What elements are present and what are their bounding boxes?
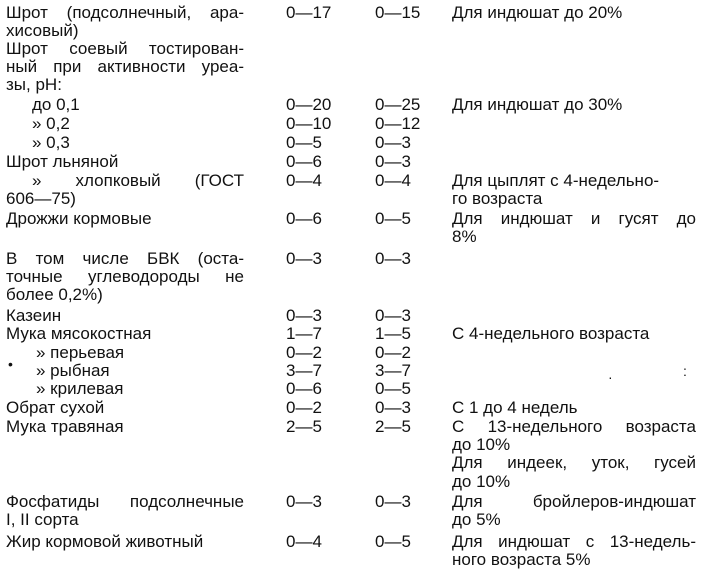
range-value-1: 0—6 (286, 209, 322, 228)
ingredient-name (6, 307, 244, 325)
ingredient-name (6, 134, 270, 152)
range-value-2: 0—3 (375, 492, 411, 511)
ingredient-name (6, 325, 244, 343)
note-line: С 4-недельного возраста (452, 324, 650, 343)
note-line: Для индюшат до 20% (452, 3, 623, 22)
note-line: Для индюшат с 13-недель- (452, 532, 696, 551)
note-line: С 13-недельного возраста (452, 417, 696, 436)
name-line: Фосфатиды подсолнечные (6, 492, 244, 511)
range-value-1: 0—6 (286, 379, 322, 398)
name-line: Казеин (6, 306, 62, 325)
name-line: зы, pH: (6, 75, 62, 95)
note (452, 96, 696, 114)
range-value-1: 3—7 (286, 361, 322, 380)
ingredient-name (6, 210, 244, 228)
note-line: Для цыплят с 4-недельно- (452, 171, 660, 190)
ingredient-name (6, 418, 244, 436)
range-value-2: 0—5 (375, 379, 411, 398)
name-line: Шрот (подсолнечный, ара- (6, 3, 244, 22)
range-value-2: 0—3 (375, 398, 411, 417)
name-line: В том числе БВК (оста- (6, 249, 244, 268)
range-value-2: 0—3 (375, 249, 411, 268)
range-value-1: 2—5 (286, 417, 322, 436)
name-line: » хлопковый (ГОСТ (32, 171, 244, 190)
name-line: Обрат сухой (6, 398, 105, 417)
note (452, 399, 696, 417)
name-line: Мука мясокостная (6, 324, 152, 343)
note-line: до 10% (452, 471, 511, 491)
range-value-1: 0—17 (286, 3, 332, 22)
ingredient-name (6, 172, 244, 208)
range-value-2: 0—3 (375, 306, 411, 325)
note-line: Для индеек, уток, гусей (452, 453, 696, 473)
note (452, 533, 696, 569)
note-line: С 1 до 4 недель (452, 398, 578, 417)
ingredient-name (6, 115, 270, 133)
range-value-2: 0—5 (375, 532, 411, 551)
name-line: » 0,2 (32, 114, 70, 133)
print-speck: : (683, 363, 687, 379)
note-line: го возраста (452, 189, 543, 209)
range-value-2: 2—5 (375, 417, 411, 436)
range-value-2: 0—25 (375, 95, 421, 114)
note (452, 493, 696, 529)
range-value-1: 0—5 (286, 133, 322, 152)
name-line: точные углеводороды не (6, 267, 244, 287)
print-speck: • (8, 356, 13, 372)
note-line: 8% (452, 227, 477, 247)
note (452, 210, 696, 246)
name-line: Мука травяная (6, 417, 124, 436)
note (452, 325, 696, 343)
range-value-1: 0—3 (286, 306, 322, 325)
ingredient-name (6, 40, 244, 95)
range-value-1: 0—2 (286, 398, 322, 417)
note-line: Для индюшат и гусят до (452, 209, 696, 228)
note-line: до 5% (452, 510, 501, 530)
range-value-1: 0—10 (286, 114, 332, 133)
range-value-2: 0—3 (375, 133, 411, 152)
name-line: » 0,3 (32, 133, 70, 152)
note-line: Для индюшат до 30% (452, 95, 623, 114)
ingredient-name (6, 153, 244, 171)
print-speck: · (608, 369, 613, 385)
ingredient-name (6, 362, 274, 380)
note (452, 4, 696, 22)
range-value-2: 0—2 (375, 343, 411, 362)
name-line: » рыбная (36, 361, 110, 380)
range-value-1: 0—4 (286, 532, 322, 551)
range-value-1: 0—3 (286, 249, 322, 268)
ingredient-name (6, 533, 244, 551)
ingredient-name (6, 250, 244, 305)
range-value-1: 0—20 (286, 95, 332, 114)
name-line: Шрот льняной (6, 152, 119, 171)
name-line: Жир кормовой животный (6, 532, 204, 551)
range-value-1: 0—6 (286, 152, 322, 171)
name-line: Шрот соевый тостирован- (6, 39, 244, 58)
name-line: » перьевая (36, 343, 125, 362)
range-value-2: 3—7 (375, 361, 411, 380)
ingredient-name (6, 4, 244, 40)
range-value-2: 1—5 (375, 324, 411, 343)
name-line: хисовый) (6, 21, 79, 41)
name-line: 606—75) (6, 189, 76, 209)
name-line: I, II сорта (6, 510, 79, 530)
ingredient-name (6, 399, 244, 417)
ingredient-name (6, 96, 270, 114)
range-value-2: 0—5 (375, 209, 411, 228)
name-line: Дрожжи кормовые (6, 209, 152, 228)
note-line: Для бройлеров-индюшат (452, 492, 696, 511)
note (452, 172, 696, 208)
name-line: ный при активности уреа- (6, 57, 244, 77)
name-line: более 0,2%) (6, 285, 103, 305)
name-line: до 0,1 (32, 95, 80, 114)
note-line: до 10% (452, 435, 511, 455)
range-value-1: 1—7 (286, 324, 322, 343)
range-value-2: 0—12 (375, 114, 421, 133)
name-line: » крилевая (36, 379, 124, 398)
range-value-1: 0—3 (286, 492, 322, 511)
ingredient-name (6, 344, 274, 362)
range-value-1: 0—4 (286, 171, 322, 190)
ingredient-name (6, 380, 274, 398)
note-line: ного возраста 5% (452, 550, 591, 570)
note (452, 418, 696, 491)
range-value-2: 0—4 (375, 171, 411, 190)
ingredient-name (6, 493, 244, 529)
range-value-2: 0—3 (375, 152, 411, 171)
range-value-1: 0—2 (286, 343, 322, 362)
range-value-2: 0—15 (375, 3, 421, 22)
